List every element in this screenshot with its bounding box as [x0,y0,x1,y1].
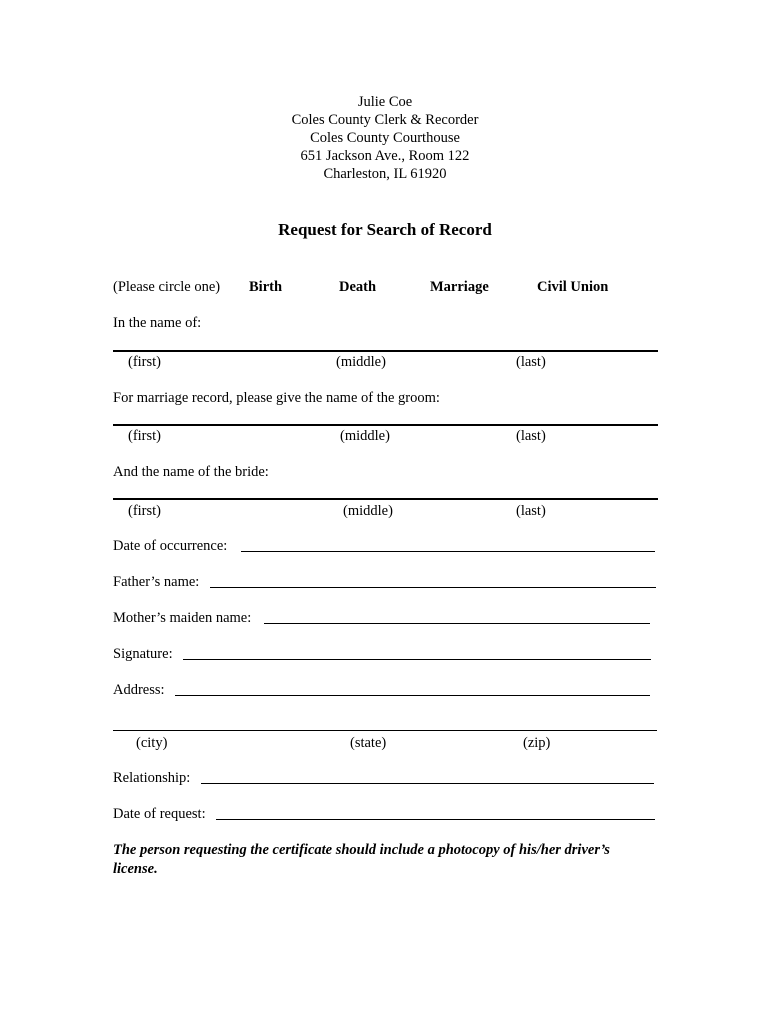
mothers-maiden-name-line[interactable] [264,623,650,624]
clerk-office: Coles County Clerk & Recorder [291,112,479,128]
groom-middle-caption: (middle) [340,428,390,444]
groom-label: For marriage record, please give the name of the groom: [113,390,440,406]
in-the-name-of-label: In the name of: [113,315,202,331]
groom-entry-line[interactable] [113,424,658,426]
date-of-request-line[interactable] [216,819,655,820]
city-caption: (city) [136,735,168,751]
date-of-request-label: Date of request: [113,806,206,822]
relationship-line[interactable] [201,783,654,784]
zip-caption: (zip) [523,735,551,751]
name-middle-caption: (middle) [336,354,386,370]
signature-label: Signature: [113,646,173,662]
record-option-death[interactable]: Death [339,279,377,295]
name-first-caption: (first) [128,354,162,370]
drivers-license-notice: The person requesting the certificate should include a photocopy of his/her driver’s license. [113,842,610,877]
record-option-birth[interactable]: Birth [249,279,283,295]
date-of-occurrence-label: Date of occurrence: [113,538,228,554]
record-option-marriage[interactable]: Marriage [430,279,489,295]
name-last-caption: (last) [516,354,546,370]
fathers-name-label: Father’s name: [113,574,200,590]
name-entry-line[interactable] [113,350,658,352]
clerk-name: Julie Coe [357,94,413,110]
bride-label: And the name of the bride: [113,464,269,480]
mothers-maiden-name-label: Mother’s maiden name: [113,610,252,626]
bride-last-caption: (last) [516,503,546,519]
date-of-occurrence-line[interactable] [241,551,655,552]
signature-line[interactable] [183,659,651,660]
state-caption: (state) [350,735,387,751]
circle-one-prompt: (Please circle one) [113,279,221,295]
address-second-line[interactable] [113,730,657,731]
groom-first-caption: (first) [128,428,162,444]
street-address: 651 Jackson Ave., Room 122 [300,148,470,164]
address-line[interactable] [175,695,650,696]
bride-first-caption: (first) [128,503,162,519]
groom-last-caption: (last) [516,428,546,444]
bride-middle-caption: (middle) [343,503,393,519]
address-label: Address: [113,682,165,698]
form-title: Request for Search of Record [278,220,492,239]
city-state-zip: Charleston, IL 61920 [323,166,447,182]
bride-entry-line[interactable] [113,498,658,500]
record-option-civil-union[interactable]: Civil Union [537,279,609,295]
courthouse-name: Coles County Courthouse [310,130,460,146]
relationship-label: Relationship: [113,770,191,786]
fathers-name-line[interactable] [210,587,656,588]
